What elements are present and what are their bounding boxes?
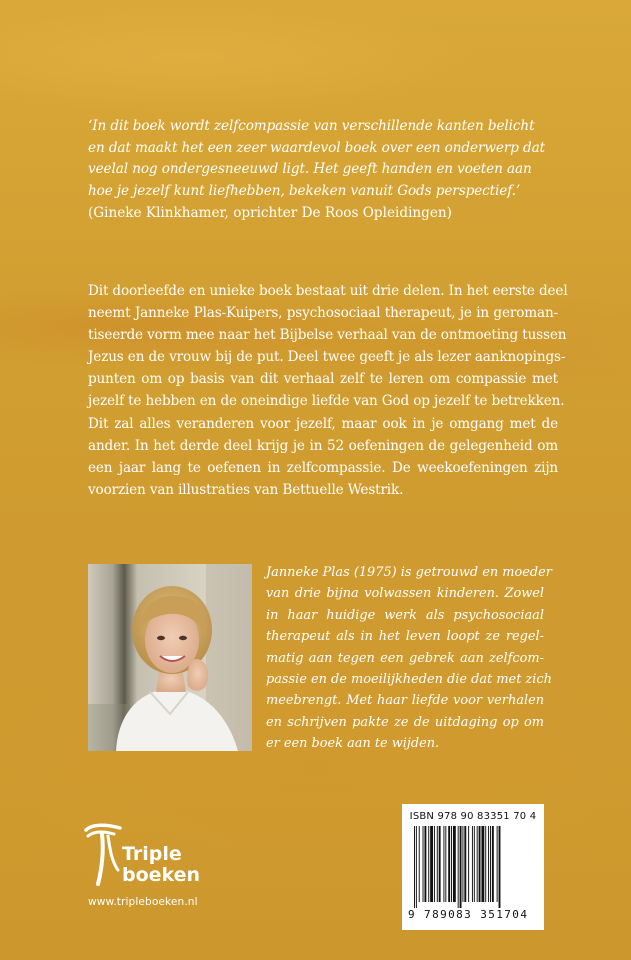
description-line: punten om op basis van dit verhaal zelf te leren om compassie met	[88, 371, 558, 388]
isbn-barcode	[402, 804, 544, 930]
quote-line: hoe je jezelf kunt liefhebben, bekeken vanuit Gods perspectief.’	[88, 182, 521, 199]
triple-t-icon	[84, 822, 124, 892]
publisher-logo	[84, 822, 244, 892]
barcode-bar	[439, 826, 441, 902]
bio-line: meebrengt. Met haar liefde voor verhalen	[266, 693, 544, 709]
description-line: jezelf te hebben en de oneindige liefde van God op jezelf te betrekken.	[88, 393, 565, 410]
author-bio	[266, 562, 552, 755]
barcode-bar	[443, 826, 444, 902]
barcode-bar	[477, 826, 478, 902]
quote-line: en dat maakt het een zeer waardevol boek over een onderwerp dat	[88, 139, 546, 156]
barcode-bar	[424, 826, 426, 902]
barcode-bars	[412, 826, 534, 908]
bio-line: Janneke Plas (1975) is getrouwd en moeder	[266, 565, 552, 580]
barcode-bar	[428, 826, 429, 902]
barcode-bar	[451, 826, 452, 902]
quote-line: veelal nog ondergesneeuwd ligt. Het geeft handen en voeten aan	[88, 161, 532, 177]
barcode-bar	[460, 826, 462, 908]
publisher-name-line1: Triple	[122, 843, 182, 865]
barcode-bar	[458, 826, 459, 908]
barcode-bar	[462, 826, 463, 902]
bio-line: matig aan tegen een gebrek aan zelfcom-	[266, 650, 544, 666]
barcode-bar	[414, 826, 415, 908]
description-line: voorzien van illustraties van Bettuelle Westrik.	[88, 481, 404, 498]
publisher-website: www.tripleboeken.nl	[88, 896, 198, 908]
description-line: neemt Janneke Plas-Kuipers, psychosociaal therapeut, je in geroman-	[88, 305, 558, 322]
barcode-bar	[485, 826, 486, 902]
barcode-bar	[434, 826, 435, 902]
barcode-bar	[445, 826, 446, 902]
description-line: Jezus en de vrouw bij de put. Deel twee geeft je als lezer aanknopings-	[88, 349, 566, 366]
barcode-bar	[497, 826, 498, 902]
barcode-bar	[468, 826, 469, 902]
quote-source: (Gineke Klinkhamer, oprichter De Roos Opleidingen)	[88, 205, 452, 221]
barcode-bar	[464, 826, 466, 902]
bio-line: er een boek aan te wijden.	[266, 736, 440, 752]
author-photo	[88, 564, 252, 751]
author-portrait-illustration	[88, 564, 252, 751]
bio-line: in haar huidige werk als psychosociaal	[266, 607, 544, 623]
barcode-bar	[492, 826, 494, 902]
publisher-name-line2: boeken	[122, 864, 201, 886]
barcode-bar	[499, 826, 501, 908]
barcode-digits: 9 789083 351704	[408, 908, 529, 921]
barcode-bar	[474, 826, 475, 902]
endorsement-quote	[88, 116, 558, 202]
publisher-name	[122, 844, 200, 886]
barcode-bar	[490, 826, 491, 902]
description-line: een jaar lang te oefenen in zelfcompassie. De weekoefeningen zijn	[88, 459, 558, 476]
description-line: ander. In het derde deel krijg je in 52 oefeningen de gelegenheid om	[88, 437, 558, 454]
barcode-bar	[488, 826, 489, 902]
barcode-bar	[437, 826, 438, 902]
barcode-bar	[430, 826, 433, 902]
barcode-bar	[479, 826, 481, 902]
barcode-bar	[423, 826, 424, 902]
barcode-bar	[481, 826, 484, 902]
isbn-label: ISBN 978 90 83351 70 4	[409, 811, 537, 822]
barcode-bar	[416, 826, 417, 908]
barcode-bar	[419, 826, 420, 902]
quote-line: ‘In dit boek wordt zelfcompassie van verschillende kanten belicht	[88, 118, 535, 134]
book-description	[88, 280, 568, 501]
barcode-bar	[453, 826, 456, 902]
description-line: Dit doorleefde en unieke boek bestaat uit drie delen. In het eerste deel	[88, 283, 568, 299]
bio-line: van drie bijna volwassen kinderen. Zowel	[266, 586, 544, 602]
bio-line: passie en de moeilijkheden die dat met zich	[266, 672, 552, 688]
bio-line: en schrijven pakte ze de uitdaging op om	[266, 714, 544, 730]
description-line: tiseerde vorm mee naar het Bijbelse verhaal van de ontmoeting tussen	[88, 327, 567, 344]
description-line: Dit zal alles veranderen voor jezelf, maar ook in je omgang met de	[88, 415, 558, 432]
barcode-bar	[448, 826, 450, 902]
barcode-bar	[472, 826, 473, 902]
bio-line: therapeut als in het leven loopt ze regel-	[266, 629, 544, 645]
